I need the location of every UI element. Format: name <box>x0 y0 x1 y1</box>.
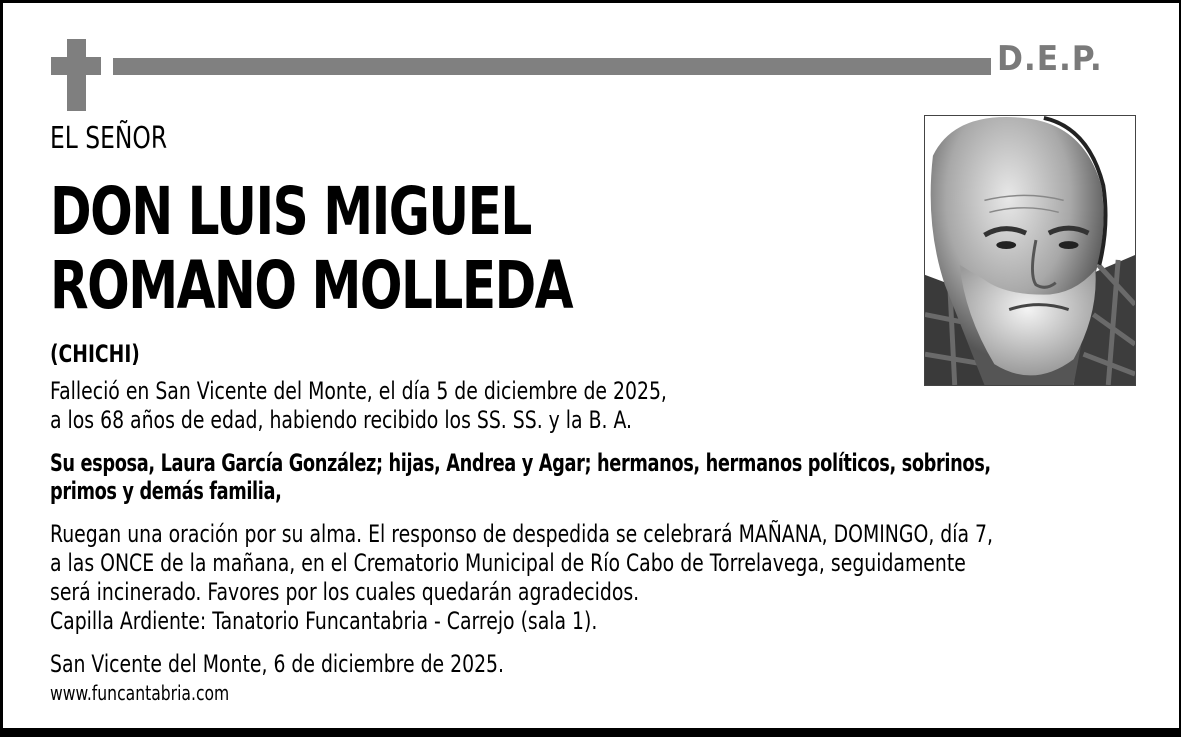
deceased-alias: (CHICHI) <box>50 340 140 368</box>
service-line4: Capilla Ardiente: Tanatorio Funcantabria - Carrejo (sala 1). <box>50 607 598 635</box>
date-line: San Vicente del Monte, 6 de diciembre de 2025. <box>50 650 505 678</box>
deceased-photo <box>924 115 1136 386</box>
honorific-title: EL SEÑOR <box>50 121 168 156</box>
cross-icon-horizontal <box>51 57 101 75</box>
service-line1: Ruegan una oración por su alma. El responso de despedida se celebrará MAÑANA, DOMINGO, día 7, <box>50 520 994 548</box>
deceased-name-line1: DON LUIS MIGUEL <box>50 173 531 250</box>
dep-label: D.E.P. <box>997 39 1103 79</box>
deceased-name-line2: ROMANO MOLLEDA <box>50 247 573 324</box>
website-link[interactable]: www.funcantabria.com <box>50 681 230 705</box>
cross-icon-vertical <box>67 39 86 111</box>
death-notice-line1: Falleció en San Vicente del Monte, el día 5 de diciembre de 2025, <box>50 377 667 405</box>
portrait-image <box>925 116 1135 385</box>
service-line2: a las ONCE de la mañana, en el Crematorio Municipal de Río Cabo de Torrelavega, seguidamente <box>50 549 966 577</box>
family-line2: primos y demás familia, <box>50 477 282 505</box>
family-line1: Su esposa, Laura García González; hijas, Andrea y Agar; hermanos, hermanos políticos, sobrinos, <box>50 449 991 477</box>
header-rule <box>113 58 991 75</box>
death-notice-line2: a los 68 años de edad, habiendo recibido los SS. SS. y la B. A. <box>50 406 633 434</box>
service-line3: será incinerado. Favores por los cuales quedarán agradecidos. <box>50 578 640 606</box>
